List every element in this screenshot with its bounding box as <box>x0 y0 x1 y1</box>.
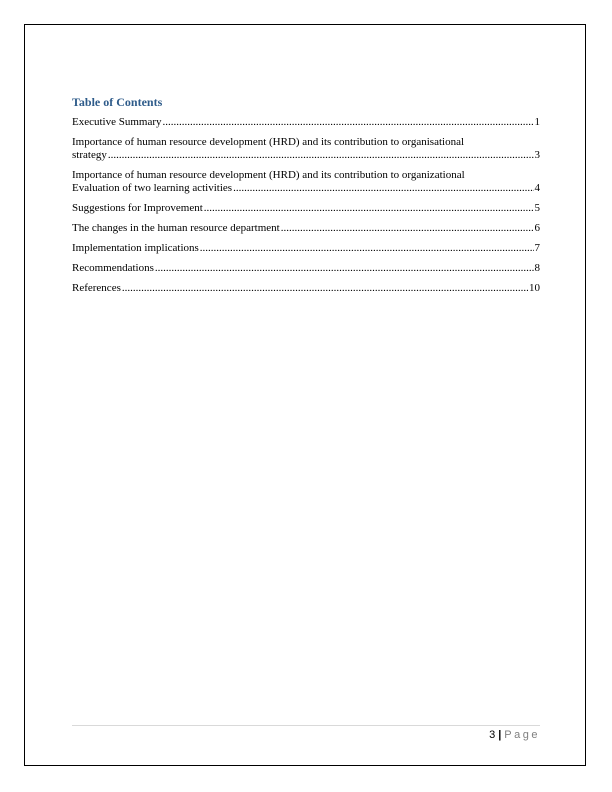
toc-entry-page: 6 <box>534 222 540 234</box>
toc-leader-dots <box>200 242 534 255</box>
toc-entry-references[interactable] <box>72 282 540 295</box>
toc-entry-label-line1: Importance of human resource development (HRD) and its contribution to organizational <box>72 169 465 181</box>
toc-entry-label: Recommendations <box>72 262 154 274</box>
toc-leader-dots <box>281 222 534 235</box>
toc-entry-label: References <box>72 282 121 294</box>
footer-page-number: 3 <box>489 729 496 741</box>
toc-entry-label: The changes in the human resource department <box>72 222 280 234</box>
toc-leader-dots <box>155 262 534 275</box>
footer-separator: | <box>498 729 502 741</box>
table-of-contents <box>72 95 540 302</box>
toc-entry-page: 7 <box>534 242 540 254</box>
toc-entry-label: Implementation implications <box>72 242 199 254</box>
toc-entry-page: 4 <box>534 182 540 194</box>
toc-leader-dots <box>108 149 534 162</box>
toc-entry-label-line1: Importance of human resource development (HRD) and its contribution to organisational <box>72 136 465 148</box>
toc-entry-page: 3 <box>534 149 540 161</box>
toc-leader-dots <box>122 282 528 295</box>
toc-entry-hr-changes[interactable] <box>72 222 540 235</box>
toc-entry-suggestions[interactable] <box>72 202 540 215</box>
toc-entry-page: 5 <box>534 202 540 214</box>
toc-leader-dots <box>233 182 533 195</box>
page-footer <box>489 728 540 742</box>
toc-leader-dots <box>204 202 534 215</box>
footer-page-word: Page <box>504 729 540 741</box>
toc-leader-dots <box>163 116 534 129</box>
toc-entry-page: 8 <box>534 262 540 274</box>
toc-entry-label: Evaluation of two learning activities <box>72 182 233 194</box>
toc-entry-label: Executive Summary <box>72 116 162 128</box>
toc-entry-hrd-evaluation[interactable] <box>72 169 540 195</box>
toc-entry-page: 10 <box>529 282 540 294</box>
toc-entry-label: strategy <box>72 149 107 161</box>
toc-entry-recommendations[interactable] <box>72 262 540 275</box>
toc-entry-implementation[interactable] <box>72 242 540 255</box>
toc-entry-page: 1 <box>534 116 540 128</box>
toc-entry-label: Suggestions for Improvement <box>72 202 203 214</box>
toc-entry-hrd-organisational-strategy[interactable] <box>72 136 540 162</box>
footer-divider <box>72 725 540 726</box>
toc-entry-executive-summary[interactable] <box>72 116 540 129</box>
toc-title: Table of Contents <box>72 95 163 109</box>
